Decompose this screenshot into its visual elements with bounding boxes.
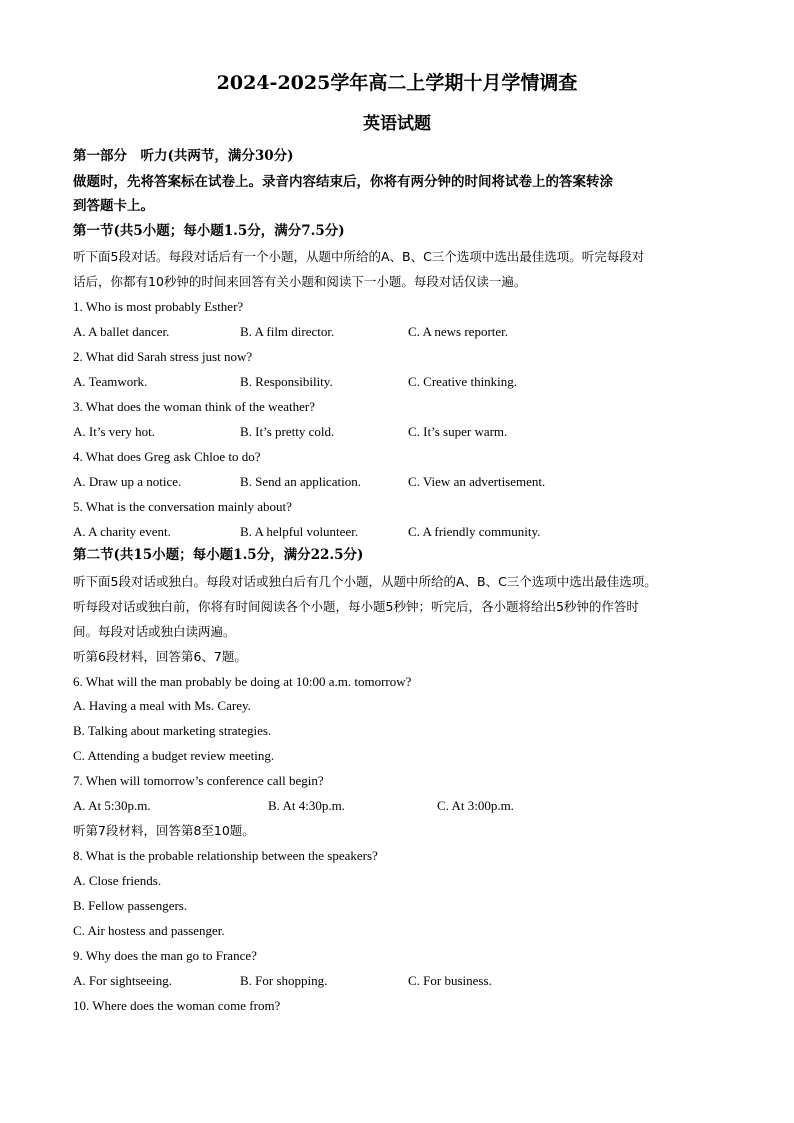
option-7a: A. At 5:30p.m. [73,798,151,813]
option-7b: B. At 4:30p.m. [268,798,345,813]
option-9b: B. For shopping. [240,973,328,988]
option-9a: A. For sightseeing. [73,973,172,988]
question-9: 9. Why does the man go to France? [73,948,257,963]
option-8b: B. Fellow passengers. [73,898,188,913]
option-3c: C. It’s super warm. [408,424,508,439]
page-title: 2024-2025学年高二上学期十月学情调查 [216,72,578,94]
option-6a: A. Having a meal with Ms. Carey. [73,698,251,713]
question-8: 8. What is the probable relationship between the speakers? [73,848,378,863]
option-2a: A. Teamwork. [73,374,148,389]
question-2: 2. What did Sarah stress just now? [73,349,253,364]
question-3: 3. What does the woman think of the weather? [73,399,315,414]
option-1b: B. A film director. [240,324,335,339]
page-subtitle: 英语试题 [363,114,431,134]
option-9c: C. For business. [408,973,492,988]
option-2c: C. Creative thinking. [408,374,518,389]
option-4a: A. Draw up a notice. [73,474,182,489]
option-7c: C. At 3:00p.m. [437,798,514,813]
question-4: 4. What does Greg ask Chloe to do? [73,449,261,464]
question-6: 6. What will the man probably be doing at 10:00 a.m. tomorrow? [73,674,412,689]
section2-directions-line3: 间。每段对话或独白读两遍。 [73,624,236,639]
section1-heading: 第一节(共5小题；每小题1.5分，满分7.5分) [73,223,345,239]
material7-label: 听第7段材料，回答第8至10题。 [73,823,255,838]
question-10: 10. Where does the woman come from? [73,998,281,1013]
option-3a: A. It’s very hot. [73,424,155,439]
section1-directions-line1: 听下面5段对话。每段对话后有一个小题，从题中所给的A、B、C三个选项中选出最佳选项。听完每段对 [73,249,645,264]
part1-heading: 第一部分 听力(共两节，满分30分) [73,148,294,164]
option-6c: C. Attending a budget review meeting. [73,748,275,763]
question-1: 1. Who is most probably Esther? [73,299,244,314]
option-2b: B. Responsibility. [240,374,333,389]
section2-directions-line2: 听每段对话或独白前，你将有时间阅读各个小题，每小题5秒钟；听完后，各小题将给出5秒钟的作答时 [73,599,639,614]
section2-heading: 第二节(共15小题；每小题1.5分，满分22.5分) [73,547,364,563]
option-6b: B. Talking about marketing strategies. [73,723,272,738]
option-3b: B. It’s pretty cold. [240,424,335,439]
option-8a: A. Close friends. [73,873,162,888]
section1-directions-line2: 话后，你都有10秒钟的时间来回答有关小题和阅读下一小题。每段对话仅读一遍。 [73,274,527,289]
option-5c: C. A friendly community. [408,524,541,539]
question-7: 7. When will tomorrow’s conference call begin? [73,773,324,788]
option-4c: C. View an advertisement. [408,474,546,489]
section2-directions-line1: 听下面5段对话或独白。每段对话或独白后有几个小题，从题中所给的A、B、C三个选项中选出最佳选项。 [73,574,657,589]
option-5b: B. A helpful volunteer. [240,524,359,539]
option-4b: B. Send an application. [240,474,361,489]
option-5a: A. A charity event. [73,524,171,539]
question-5: 5. What is the conversation mainly about? [73,499,292,514]
option-1c: C. A news reporter. [408,324,509,339]
material6-label: 听第6段材料，回答第6、7题。 [73,649,247,664]
part1-instruction-line2: 到答题卡上。 [73,198,154,214]
part1-instruction-line1: 做题时，先将答案标在试卷上。录音内容结束后，你将有两分钟的时间将试卷上的答案转涂 [73,174,613,190]
option-1a: A. A ballet dancer. [73,324,170,339]
option-8c: C. Air hostess and passenger. [73,923,225,938]
